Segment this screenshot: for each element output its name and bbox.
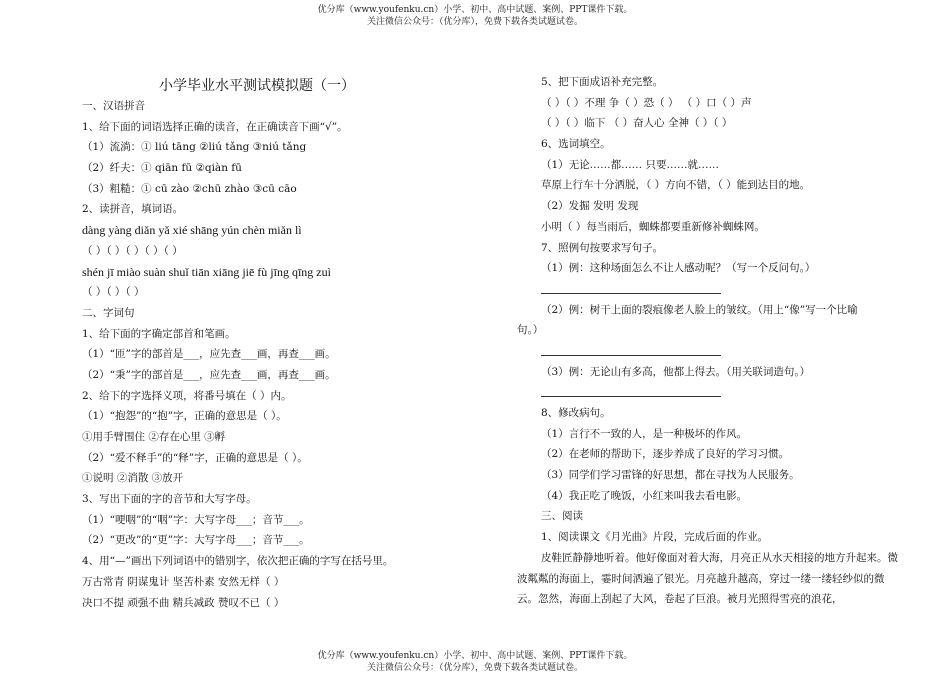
- question-text: 2、读拼音，填词语。: [82, 203, 184, 216]
- question-text: （3）粗糙：① cū zào ②chū zhào ③cū cāo: [82, 182, 297, 195]
- header-line-2: 关注微信公众号：（优分库），免费下载各类试题试卷。: [366, 17, 583, 27]
- question-text: 小明（ ）每当雨后，蜘蛛都要重新修补蜘蛛网。: [541, 220, 765, 233]
- question-text: 句。）: [517, 324, 544, 337]
- question-text: 1、给下面的字确定部首和笔画。: [82, 327, 236, 340]
- question-text: （2）发掘 发明 发现: [541, 200, 639, 213]
- question-text: （2）例：树干上面的裂痕像老人脸上的皱纹。（用上“像”写一个比喻: [541, 303, 858, 316]
- pinyin-row: shén jī miào suàn shuǐ tiān xiāng jiē fù jīng qīng zuì: [82, 264, 331, 279]
- question-text: （4）我正吃了晚饭，小红来叫我去看电影。: [541, 489, 748, 502]
- section-heading: 二、字词句: [82, 306, 135, 319]
- question-text: （2）“秉”字的部首是___，应先查___画，再查___画。: [82, 368, 336, 381]
- left-column: [82, 96, 502, 613]
- header-line-1: 优分库（www.youfenku.cn）小学、初中、高中试题、案例、PPT课件下载。: [317, 5, 633, 15]
- word-row: 万古常青 阴谋鬼计 坚苦朴素 安然无样（ ）: [82, 575, 285, 588]
- question-text: （1）流淌：① liú tāng ②liú tǎng ③niú tǎng: [82, 141, 307, 154]
- question-text: （2）“更改”的“更”字：大写字母___；音节___。: [82, 534, 310, 547]
- question-text: 7、照例句按要求写句子。: [541, 241, 664, 254]
- question-text: 8、修改病句。: [541, 407, 611, 419]
- question-text: （1）无论……都…… 只要……就……: [541, 158, 720, 171]
- question-text: 草原上行车十分洒脱，（ ）方向不错，（ ）能到达目的地。: [541, 179, 811, 192]
- question-text: 1、阅读课文《月光曲》片段，完成后面的作业。: [541, 531, 769, 544]
- question-text: （1）言行不一致的人，是一种极坏的作风。: [541, 427, 748, 440]
- option-row: ①说明 ②消散 ③放开: [82, 472, 184, 485]
- answer-blanks: （ ）（ ）（ ）（ ）（ ）: [82, 244, 183, 257]
- answer-blanks: （ ）（ ）（ ）: [82, 286, 145, 299]
- page-header: [0, 4, 950, 28]
- question-text: （3）同学们学习雷锋的好思想，都在寻找为人民服务。: [541, 469, 800, 482]
- question-text: 4、用“—”画出下列词语中的错别字，依次把正确的字写在括号里。: [82, 555, 394, 568]
- word-row: 决口不提 顽强不曲 精兵减政 赞叹不已（ ）: [82, 596, 285, 609]
- reading-passage: 皮鞋匠静静地听着。他好像面对着大海，月亮正从水天相接的地方升起来。微波粼粼的海面上，霎时间洒遍了银光。月亮越升越高，穿过一缕一缕轻纱似的微云。忽然，海面上刮起了大风，卷起了巨浪。被月光照得雪亮的浪花，: [517, 551, 898, 606]
- pinyin-row: dàng yàng diǎn yǎ xié shāng yún chèn miǎn lì: [82, 223, 302, 238]
- question-text: （1）例：这种场面怎么不让人感动呢？（写一个反问句。）: [541, 262, 816, 275]
- answer-line[interactable]: [517, 341, 907, 362]
- question-text: （1）“匝”字的部首是___，应先查___画，再查___画。: [82, 348, 336, 361]
- question-text: 2、给下的字选择义项，将番号填在（ ）内。: [82, 389, 292, 402]
- question-text: 1、给下面的词语选择正确的读音，在正确读音下画“√”。: [82, 120, 348, 133]
- question-text: （2）“爱不释手”的“释”字，正确的意思是（ ）。: [82, 451, 308, 464]
- footer-line-1: 优分库（www.youfenku.cn）小学、初中、高中试题、案例、PPT课件下载。: [317, 651, 633, 661]
- question-text: （2）纤夫：① qiān fū ②qiàn fū: [82, 162, 242, 175]
- section-heading: 一、汉语拼音: [82, 100, 145, 112]
- idiom-row: （ ）（ ）不理 争（ ）恐（ ） （ ）口（ ）声: [541, 96, 752, 109]
- answer-line[interactable]: [517, 279, 907, 300]
- question-text: （2）在老师的帮助下，逐步养成了良好的学习习惯。: [541, 448, 790, 461]
- option-row: ①用手臂围住 ②存在心里 ③孵: [82, 431, 226, 443]
- page-title: 小学毕业水平测试模拟题（一）: [159, 78, 355, 94]
- question-text: 5、把下面成语补充完整。: [541, 76, 664, 88]
- page-footer: [0, 650, 950, 674]
- question-text: 6、选词填空。: [541, 138, 611, 151]
- question-text: （3）例：无论山有多高，他都上得去。（用关联词造句。）: [541, 365, 811, 378]
- footer-line-2: 关注微信公众号：（优分库），免费下载各类试题试卷。: [366, 663, 583, 673]
- question-text: 3、写出下面的字的音节和大写字母。: [82, 493, 257, 506]
- question-text: （1）“抱怨”的“抱”字，正确的意思是（ ）。: [82, 410, 287, 423]
- idiom-row: （ ）（ ）临下 （ ）奋人心 全神（ ）（ ）: [541, 117, 733, 130]
- section-heading: 三、阅读: [541, 510, 583, 523]
- answer-line[interactable]: [517, 382, 907, 403]
- question-text: （1）“哽咽”的“咽”字：大写字母___；音节___。: [82, 513, 310, 526]
- right-column: [517, 72, 907, 610]
